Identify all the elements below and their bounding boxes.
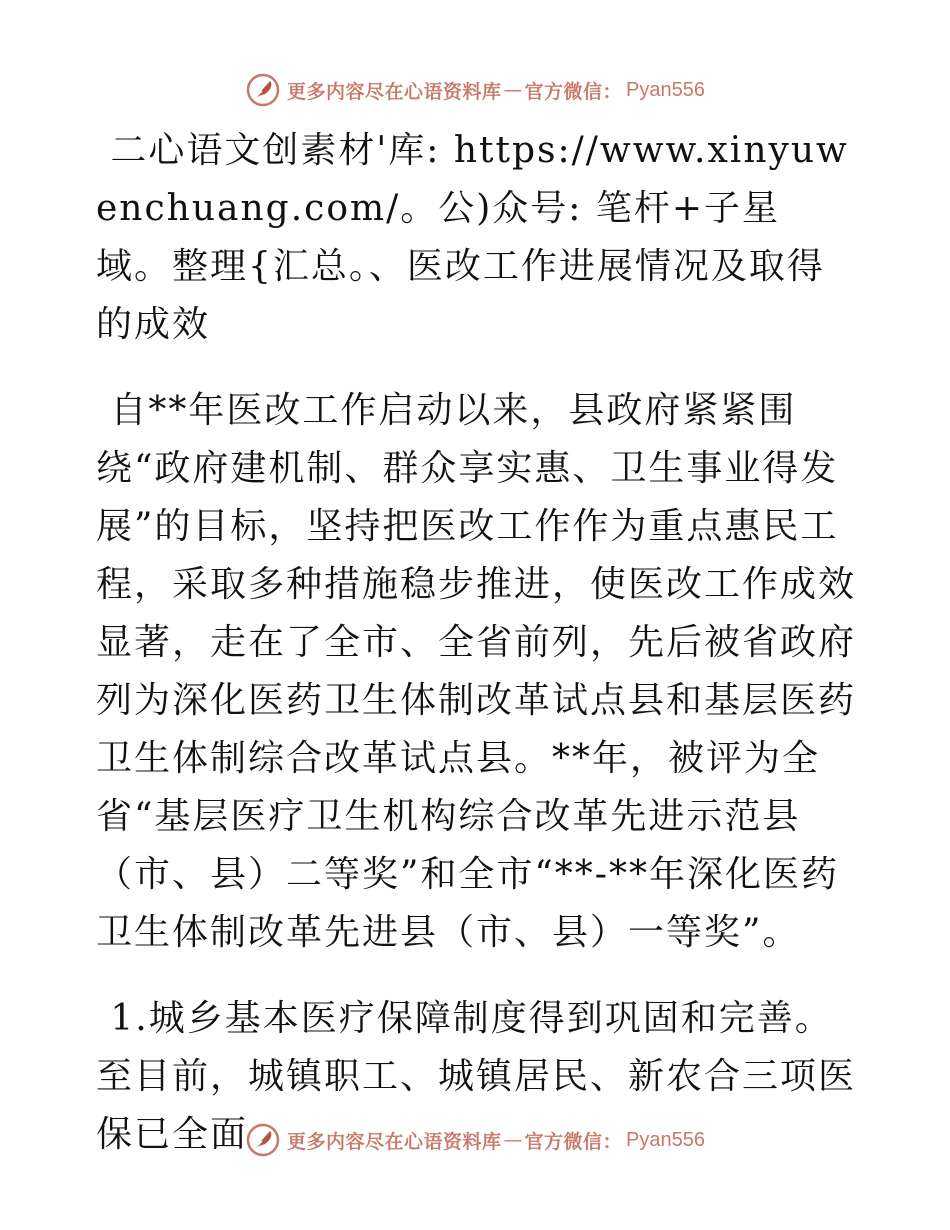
banner-separator: — xyxy=(503,1129,523,1151)
banner-account: Pyan556 xyxy=(626,1128,705,1151)
quill-feather-logo-icon xyxy=(245,1122,281,1158)
banner-main-text: 更多内容尽在心语资料库 xyxy=(287,1130,502,1153)
banner-main-text: 更多内容尽在心语资料库 xyxy=(287,80,502,103)
paragraph-overview: 自**年医改工作启动以来，县政府紧紧围绕“政府建机制、群众享实惠、卫生事业得发展”的目标，坚持把医改工作作为重点惠民工程，采取多种措施稳步推进，使医改工作成效显著，走在了全市、全省前列，先后被省政府列为深化医药卫生体制改革试点县和基层医药卫生体制综合改革试点县。**年，被评为全省“基层医疗卫生机构综合改革先进示范县（市、县）二等奖”和全市“**-**年深化医药卫生体制改革先进县（市、县）一等奖”。 xyxy=(96,390,857,953)
banner-label: 官方微信： xyxy=(524,1130,623,1153)
quill-feather-logo-icon xyxy=(245,72,281,108)
banner-label: 官方微信： xyxy=(524,80,623,103)
footer-watermark-banner xyxy=(0,1120,950,1160)
document-body xyxy=(96,122,856,1192)
paragraph-intro: 二心语文创素材'库: https://www.xinyuwenchuang.com/。公)众号: 笔杆+子星域。整理{汇总。、医改工作进展情况及取得的成效 xyxy=(96,130,849,345)
banner-separator: — xyxy=(503,79,523,101)
header-watermark-banner xyxy=(0,70,950,110)
banner-account: Pyan556 xyxy=(626,78,705,101)
paragraph-item-1: 1.城乡基本医疗保障制度得到巩固和完善。至目前，城镇职工、城镇居民、新农合三项医保已全面 xyxy=(96,998,857,1155)
